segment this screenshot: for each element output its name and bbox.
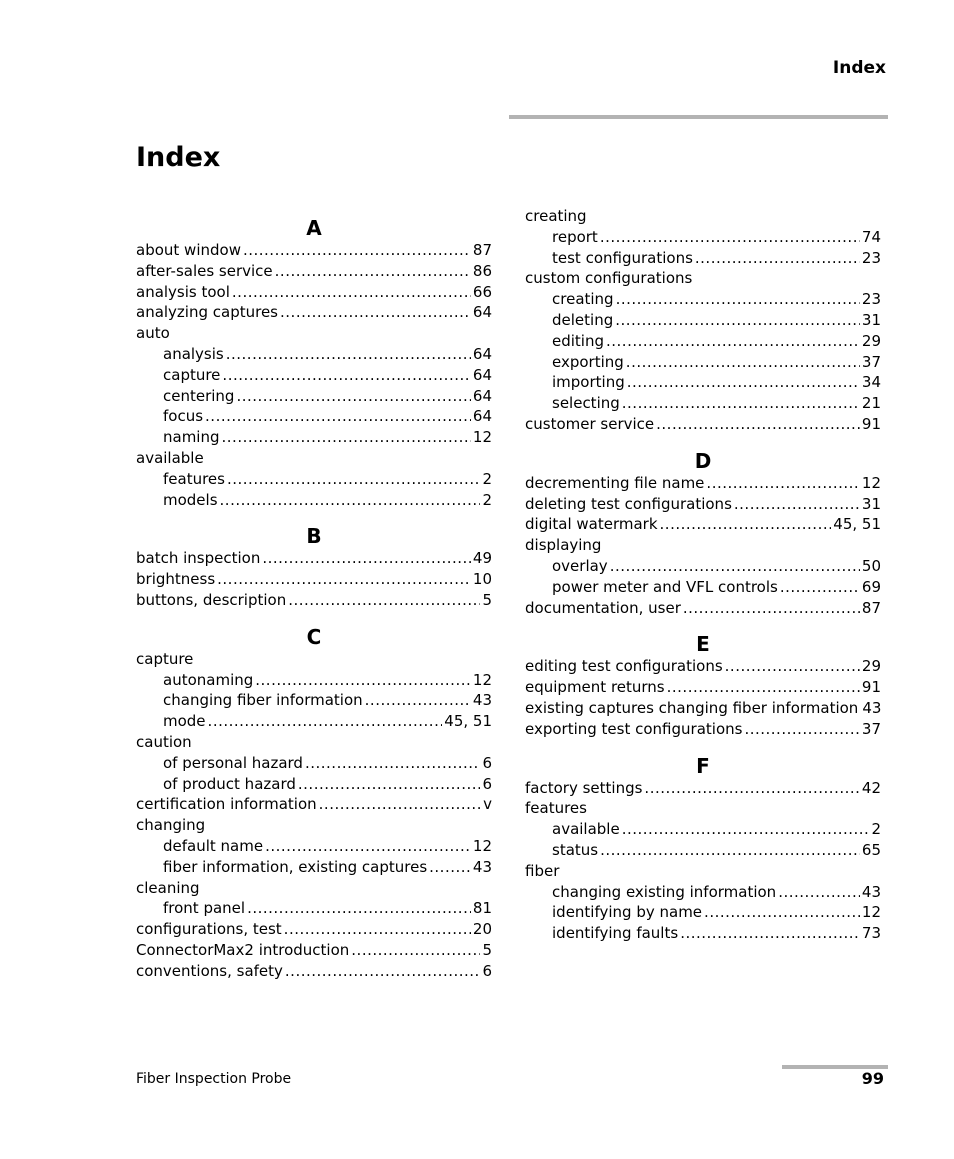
index-page-ref: 64 — [472, 365, 492, 384]
index-page-ref: 42 — [861, 778, 881, 797]
index-page-ref: 64 — [472, 344, 492, 363]
index-page-ref: 45, 51 — [833, 515, 881, 534]
index-entry — [136, 753, 492, 774]
index-page-ref: 91 — [861, 678, 881, 697]
index-term: buttons, description — [136, 590, 287, 609]
index-term: customer service — [525, 414, 655, 433]
dot-leader — [704, 902, 860, 923]
index-page-ref: 5 — [482, 940, 492, 959]
index-term: batch inspection — [136, 549, 261, 568]
index-page-ref: 12 — [472, 836, 492, 855]
index-term: digital watermark — [525, 515, 658, 534]
index-entry — [136, 569, 492, 590]
index-entry — [136, 448, 492, 469]
index-term: exporting test configurations — [525, 719, 743, 738]
dot-leader — [262, 548, 471, 569]
index-entry — [136, 240, 492, 261]
dot-leader — [644, 778, 859, 799]
index-entry — [525, 778, 881, 799]
index-page-ref: 37 — [861, 719, 881, 738]
index-page-ref: 31 — [861, 310, 881, 329]
index-page-ref: 37 — [861, 352, 881, 371]
index-term: caution — [136, 732, 192, 751]
index-entry — [136, 406, 492, 427]
dot-leader — [616, 289, 860, 310]
index-page-ref: 23 — [861, 248, 881, 267]
dot-leader — [622, 393, 860, 414]
index-page-ref: 87 — [861, 598, 881, 617]
index-entry — [136, 649, 492, 670]
index-entry — [136, 774, 492, 795]
index-entry — [136, 919, 492, 940]
index-entry — [525, 861, 881, 882]
index-term: displaying — [525, 536, 602, 555]
index-entry — [136, 940, 492, 961]
index-page-ref: 81 — [472, 899, 492, 918]
index-entry — [136, 323, 492, 344]
index-page-ref: 45, 51 — [444, 712, 492, 731]
index-term: conventions, safety — [136, 961, 283, 980]
index-entry — [136, 690, 492, 711]
dot-leader — [744, 719, 859, 740]
dot-leader — [247, 898, 471, 919]
index-page-ref: 87 — [472, 241, 492, 259]
index-page-ref: 29 — [861, 657, 881, 676]
section-letter-c: C — [306, 624, 322, 649]
index-entry — [525, 268, 881, 289]
index-entry — [525, 719, 881, 740]
index-group-a — [136, 240, 492, 510]
index-page-ref: 66 — [472, 282, 492, 301]
dot-leader — [222, 365, 470, 386]
index-entry — [525, 556, 881, 577]
index-entry — [525, 698, 881, 719]
index-term: existing captures changing fiber information — [525, 698, 859, 717]
index-term: overlay — [552, 556, 608, 575]
section-letter-f: F — [696, 753, 710, 778]
index-page-ref: 34 — [861, 373, 881, 392]
header-rule — [509, 115, 888, 119]
index-page-ref: 43 — [472, 691, 492, 710]
page-number: 99 — [861, 1069, 884, 1088]
index-entry — [525, 598, 881, 619]
index-entry — [136, 490, 492, 511]
index-page-ref: 69 — [861, 577, 881, 596]
dot-leader — [298, 774, 481, 795]
index-entry — [136, 365, 492, 386]
dot-leader — [610, 556, 860, 577]
dot-leader — [319, 794, 481, 815]
index-page-ref: 2 — [482, 469, 492, 488]
section-letter-d: D — [694, 448, 712, 473]
index-term: naming — [163, 428, 220, 447]
dot-leader — [615, 310, 860, 331]
index-page-ref: 12 — [861, 903, 881, 922]
index-page-ref: 6 — [482, 774, 492, 793]
index-entry — [136, 898, 492, 919]
dot-leader — [734, 494, 860, 515]
index-entry — [525, 494, 881, 515]
index-entry — [136, 427, 492, 448]
index-column-right — [525, 206, 881, 944]
index-entry — [525, 514, 881, 535]
index-term: analysis tool — [136, 282, 230, 301]
index-term: cleaning — [136, 878, 200, 897]
index-page-ref: 2 — [871, 820, 881, 839]
index-page-ref: 29 — [861, 331, 881, 350]
index-term: certification information — [136, 795, 317, 814]
index-page-ref: 49 — [472, 549, 492, 568]
dot-leader — [626, 352, 860, 373]
index-term: power meter and VFL controls — [552, 577, 778, 596]
index-entry — [525, 840, 881, 861]
index-term: default name — [163, 836, 264, 855]
dot-leader — [220, 490, 481, 511]
dot-leader — [265, 836, 471, 857]
index-page-ref: 6 — [482, 753, 492, 772]
index-term: custom configurations — [525, 269, 693, 288]
index-term: of product hazard — [163, 774, 296, 793]
index-term: after-sales service — [136, 261, 273, 280]
index-term: ConnectorMax2 introduction — [136, 940, 350, 959]
index-term: factory settings — [525, 778, 643, 797]
dot-leader — [778, 882, 860, 903]
index-page-ref: 6 — [482, 961, 492, 980]
index-term: auto — [136, 324, 170, 343]
index-term: models — [163, 490, 218, 509]
index-page-ref: 86 — [472, 261, 492, 280]
index-page-ref: 91 — [861, 414, 881, 433]
index-entry — [525, 819, 881, 840]
index-term: changing fiber information — [163, 691, 363, 710]
index-page-ref: 74 — [861, 227, 881, 246]
page-title: Index — [136, 142, 221, 173]
dot-leader — [600, 227, 860, 248]
index-term: documentation, user — [525, 598, 681, 617]
index-entry — [525, 414, 881, 435]
index-term: status — [552, 840, 599, 859]
dot-leader — [351, 940, 480, 961]
dot-leader — [365, 690, 471, 711]
index-term: available — [136, 448, 204, 467]
index-term: analyzing captures — [136, 303, 279, 322]
index-page-ref: 43 — [472, 857, 492, 876]
dot-leader — [780, 577, 860, 598]
index-entry — [525, 473, 881, 494]
index-term: selecting — [552, 394, 620, 413]
index-entry — [525, 372, 881, 393]
index-page-ref: 12 — [472, 428, 492, 447]
index-term: features — [163, 469, 225, 488]
index-entry — [525, 352, 881, 373]
dot-leader — [660, 514, 832, 535]
index-entry — [525, 206, 881, 227]
index-entry — [525, 882, 881, 903]
index-term: editing — [552, 331, 604, 350]
index-entry — [136, 469, 492, 490]
index-term: autonaming — [163, 670, 254, 689]
index-term: changing existing information — [552, 882, 777, 901]
index-term: centering — [163, 386, 235, 405]
section-letter-b: B — [306, 524, 322, 549]
index-page-ref: 64 — [472, 386, 492, 405]
index-page-ref: 2 — [482, 490, 492, 509]
index-entry — [525, 677, 881, 698]
dot-leader — [288, 590, 480, 611]
dot-leader — [622, 819, 870, 840]
index-term: exporting — [552, 352, 624, 371]
index-page-ref: 12 — [472, 670, 492, 689]
dot-leader — [232, 282, 471, 303]
dot-leader — [627, 372, 860, 393]
index-term: editing test configurations — [525, 657, 723, 676]
index-group-e — [525, 656, 881, 739]
index-entry — [136, 670, 492, 691]
index-page-ref: 43 — [861, 882, 881, 901]
index-term: identifying by name — [552, 903, 703, 922]
index-term: deleting — [552, 310, 614, 329]
index-term: features — [525, 799, 587, 818]
index-entry — [136, 282, 492, 303]
index-term: capture — [136, 649, 194, 668]
dot-leader — [680, 923, 860, 944]
index-term: creating — [525, 207, 587, 225]
dot-leader — [227, 469, 480, 490]
index-term: capture — [163, 365, 221, 384]
index-term: analysis — [163, 344, 224, 363]
index-entry — [525, 393, 881, 414]
index-page-ref: 23 — [861, 290, 881, 309]
index-term: brightness — [136, 570, 216, 589]
index-term: importing — [552, 373, 625, 392]
dot-leader — [284, 919, 471, 940]
index-term: focus — [163, 407, 204, 426]
index-entry — [136, 261, 492, 282]
dot-leader — [285, 961, 481, 982]
index-group-b — [136, 548, 492, 610]
index-page-ref: v — [483, 795, 492, 814]
index-entry — [136, 590, 492, 611]
index-page-ref: 50 — [861, 556, 881, 575]
index-page-ref: 20 — [472, 920, 492, 939]
dot-leader — [205, 406, 471, 427]
dot-leader — [725, 656, 860, 677]
index-entry — [136, 794, 492, 815]
index-term: changing — [136, 816, 206, 835]
running-head: Index — [832, 58, 886, 78]
index-term: decrementing file name — [525, 473, 705, 492]
index-entry — [525, 227, 881, 248]
index-term: identifying faults — [552, 924, 679, 943]
dot-leader — [706, 473, 859, 494]
index-page-ref: 64 — [472, 407, 492, 426]
index-entry — [136, 878, 492, 899]
dot-leader — [208, 711, 443, 732]
index-entry — [136, 836, 492, 857]
dot-leader — [275, 261, 471, 282]
index-group-d — [525, 473, 881, 619]
index-page-ref: 43 — [862, 698, 882, 717]
index-term: creating — [552, 290, 614, 309]
index-page-ref: 31 — [861, 494, 881, 513]
index-entry — [136, 961, 492, 982]
index-page-ref: 12 — [861, 473, 881, 492]
index-term: report — [552, 227, 598, 246]
index-term: equipment returns — [525, 678, 665, 697]
index-entry — [136, 302, 492, 323]
index-entry — [136, 344, 492, 365]
dot-leader — [243, 240, 471, 261]
index-entry — [525, 310, 881, 331]
index-page-ref: 65 — [861, 840, 881, 859]
index-term: available — [552, 820, 620, 839]
index-entry — [525, 535, 881, 556]
index-page-ref: 73 — [861, 924, 881, 943]
index-entry — [136, 815, 492, 836]
index-column-left — [136, 206, 492, 982]
index-term: front panel — [163, 899, 246, 918]
dot-leader — [429, 857, 471, 878]
index-entry — [136, 857, 492, 878]
index-group-f — [525, 778, 881, 944]
index-term: configurations, test — [136, 920, 282, 939]
index-entry — [136, 732, 492, 753]
dot-leader — [683, 598, 860, 619]
index-page-ref: 10 — [472, 570, 492, 589]
index-term: deleting test configurations — [525, 494, 732, 513]
index-page-ref: 64 — [472, 303, 492, 322]
dot-leader — [606, 331, 860, 352]
section-letter-a: A — [306, 216, 322, 240]
dot-leader — [600, 840, 860, 861]
index-term: about window — [136, 241, 241, 259]
index-entry — [136, 548, 492, 569]
index-term: fiber information, existing captures — [163, 857, 428, 876]
dot-leader — [226, 344, 471, 365]
index-term: test configurations — [552, 248, 693, 267]
index-entry — [525, 577, 881, 598]
index-entry — [525, 248, 881, 269]
dot-leader — [255, 670, 471, 691]
index-term: fiber — [525, 861, 560, 880]
index-term: of personal hazard — [163, 753, 303, 772]
index-entry — [525, 923, 881, 944]
index-entry — [525, 656, 881, 677]
index-entry — [136, 386, 492, 407]
index-entry — [525, 902, 881, 923]
dot-leader — [222, 427, 471, 448]
dot-leader — [656, 414, 860, 435]
dot-leader — [305, 753, 480, 774]
index-page-ref: 21 — [861, 394, 881, 413]
index-entry — [525, 798, 881, 819]
footer-product-name: Fiber Inspection Probe — [136, 1071, 292, 1087]
index-group-c — [136, 649, 492, 982]
index-term: mode — [163, 712, 206, 731]
index-entry — [525, 289, 881, 310]
dot-leader — [695, 248, 860, 269]
index-entry — [136, 711, 492, 732]
index-page-ref: 5 — [482, 590, 492, 609]
index-entry — [525, 331, 881, 352]
dot-leader — [217, 569, 471, 590]
dot-leader — [236, 386, 470, 407]
index-group-c-continued — [525, 206, 881, 435]
dot-leader — [280, 302, 471, 323]
section-letter-e: E — [696, 632, 710, 657]
dot-leader — [667, 677, 860, 698]
